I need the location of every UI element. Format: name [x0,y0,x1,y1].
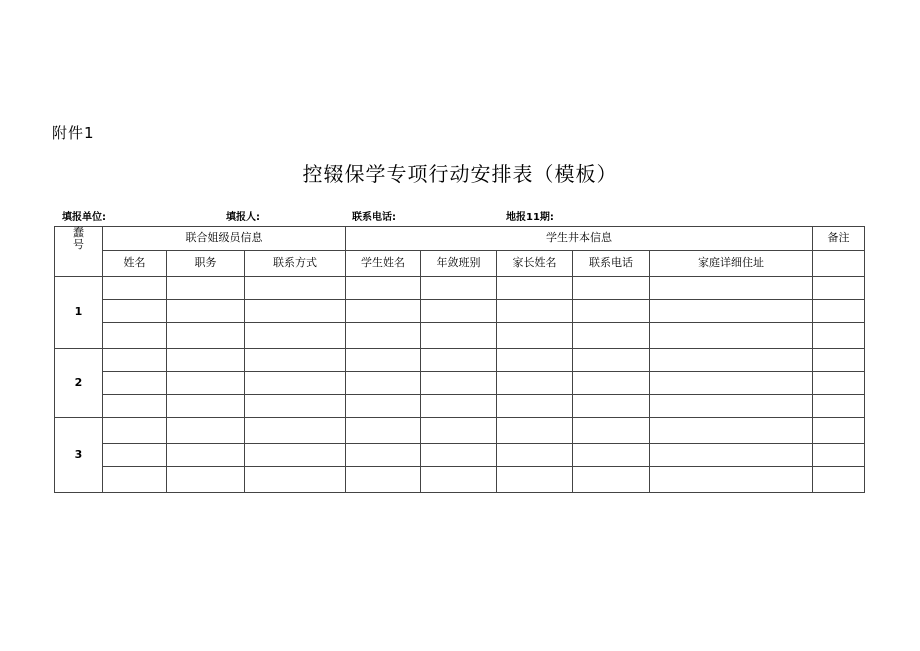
table-cell[interactable] [167,418,245,444]
table-cell[interactable] [346,395,421,418]
table-row [55,372,865,395]
table-cell[interactable] [346,372,421,395]
table-cell[interactable] [103,444,167,467]
header-grade-class: 年敛班别 [421,251,497,277]
field-phone: 联系电话: [352,212,396,223]
header-row-groups [55,227,865,251]
table-cell[interactable] [650,395,813,418]
table-cell[interactable] [103,277,167,300]
table-cell[interactable] [421,444,497,467]
table-cell[interactable] [497,300,573,323]
row-seq-number: 2 [55,349,103,418]
table-cell[interactable] [497,277,573,300]
table-cell[interactable] [346,300,421,323]
table-cell[interactable] [813,323,865,349]
header-seq [55,227,103,277]
table-cell[interactable] [103,395,167,418]
table-row [55,323,865,349]
header-student-group: 学生井本信息 [346,227,813,251]
table-cell[interactable] [573,323,650,349]
field-period: 地报11期: [506,212,554,223]
table-cell[interactable] [346,467,421,493]
table-row [55,395,865,418]
table-cell[interactable] [167,444,245,467]
table-cell[interactable] [421,277,497,300]
table-cell[interactable] [103,418,167,444]
header-address: 家庭详细住址 [650,251,813,277]
table-cell[interactable] [421,395,497,418]
table-cell[interactable] [813,467,865,493]
table-cell[interactable] [167,467,245,493]
row-seq-number: 3 [55,418,103,493]
table-cell[interactable] [346,418,421,444]
table-cell[interactable] [421,467,497,493]
table-row [55,418,865,444]
table-cell[interactable] [497,395,573,418]
table-cell[interactable] [245,349,346,372]
header-seq-label: 蠢号 [73,226,84,251]
table-cell[interactable] [167,323,245,349]
table-cell[interactable] [346,349,421,372]
header-member-group: 联合姐级员信息 [103,227,346,251]
table-cell[interactable] [497,418,573,444]
table-cell[interactable] [813,300,865,323]
table-cell[interactable] [103,300,167,323]
table-cell[interactable] [245,467,346,493]
row-seq-number: 1 [55,277,103,349]
table-cell[interactable] [245,300,346,323]
table-cell[interactable] [573,300,650,323]
table-cell[interactable] [813,444,865,467]
table-cell[interactable] [245,372,346,395]
table-cell[interactable] [650,418,813,444]
table-cell[interactable] [650,349,813,372]
field-reporter: 填报人: [226,212,260,223]
header-remark: 备注 [813,227,865,251]
table-cell[interactable] [813,418,865,444]
table-cell[interactable] [421,349,497,372]
table-cell[interactable] [346,444,421,467]
table-cell[interactable] [421,300,497,323]
table-cell[interactable] [167,395,245,418]
field-unit: 填报单位: [62,212,106,223]
table-row [55,467,865,493]
table-cell[interactable] [497,372,573,395]
table-cell[interactable] [167,300,245,323]
header-name: 姓名 [103,251,167,277]
table-cell[interactable] [650,323,813,349]
table-cell[interactable] [650,444,813,467]
header-contact: 联系方式 [245,251,346,277]
table-cell[interactable] [245,444,346,467]
table-cell[interactable] [573,349,650,372]
header-parent-name: 家长姓名 [497,251,573,277]
header-row-columns [55,251,865,277]
table-cell[interactable] [650,467,813,493]
table-row [55,277,865,300]
table-cell[interactable] [167,277,245,300]
annex-label: 附件1 [52,124,95,142]
table-cell[interactable] [573,418,650,444]
table-cell[interactable] [346,277,421,300]
table-cell[interactable] [245,418,346,444]
table-cell[interactable] [497,349,573,372]
table-cell[interactable] [497,444,573,467]
schedule-table [54,226,865,493]
header-phone: 联系电话 [573,251,650,277]
table-cell[interactable] [650,300,813,323]
table-cell[interactable] [497,323,573,349]
table-cell[interactable] [813,372,865,395]
header-position: 职务 [167,251,245,277]
table-cell[interactable] [421,372,497,395]
table-cell[interactable] [573,467,650,493]
table-cell[interactable] [813,277,865,300]
table-cell[interactable] [245,277,346,300]
table-cell[interactable] [573,277,650,300]
page-title: 控辍保学专项行动安排表（模板） [302,162,618,186]
table-row [55,300,865,323]
table-cell[interactable] [421,323,497,349]
table-row [55,349,865,372]
table-cell[interactable] [346,323,421,349]
table-cell[interactable] [167,349,245,372]
table-cell[interactable] [573,444,650,467]
table-row [55,444,865,467]
table-cell[interactable] [103,349,167,372]
table-cell[interactable] [573,372,650,395]
table-body [55,227,865,493]
header-remark-blank [813,251,865,277]
table-cell[interactable] [813,395,865,418]
table-cell[interactable] [103,467,167,493]
table-cell[interactable] [103,372,167,395]
table-cell[interactable] [421,418,497,444]
table-cell[interactable] [813,349,865,372]
table-cell[interactable] [497,467,573,493]
table-cell[interactable] [573,395,650,418]
header-student-name: 学生姓名 [346,251,421,277]
table-cell[interactable] [650,372,813,395]
table-cell[interactable] [167,372,245,395]
table-cell[interactable] [650,277,813,300]
table-cell[interactable] [245,395,346,418]
table-cell[interactable] [103,323,167,349]
table-cell[interactable] [245,323,346,349]
